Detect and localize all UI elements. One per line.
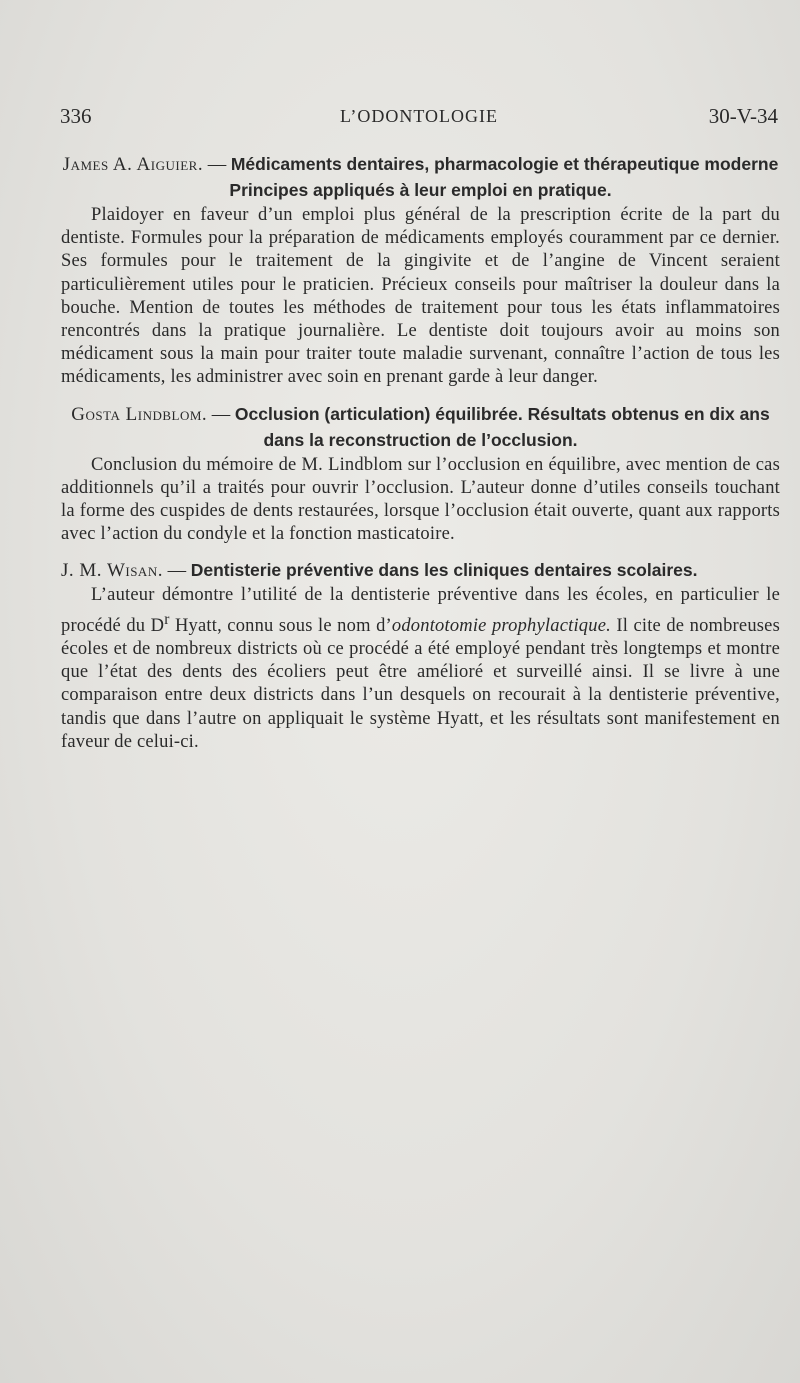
- superscript-r: r: [164, 610, 170, 628]
- entry-author: J. M. Wisan.: [61, 560, 163, 582]
- entry-heading: [61, 152, 780, 204]
- review-entry: [61, 558, 780, 754]
- issue-date: 30-V-34: [708, 104, 778, 128]
- entry-summary: [61, 584, 780, 754]
- entry-heading: [61, 402, 780, 454]
- journal-title: L’ODONTOLOGIE: [340, 106, 498, 126]
- running-head: [60, 104, 778, 134]
- entry-separator: —: [207, 404, 235, 425]
- summary-text: Il cite de nombreuses écoles et de nombreux districts où ce procédé a été employé pendant très longtemps et montre que l’état des dents des écoliers peut être amélioré et surveillé ainsi. Il se livre à une comparaison entre deux districts dans l’un desquels on recourait à la dentisterie préventive, tandis que dans l’autre on appliquait le système Hyatt, et les résultats sont manifestement en faveur de celui-ci.: [61, 615, 780, 752]
- entry-separator: —: [203, 155, 231, 175]
- entry-separator: —: [162, 561, 191, 582]
- entry-heading: [61, 558, 780, 584]
- review-entry: [61, 402, 780, 547]
- review-entry: [61, 152, 780, 390]
- entry-title: Occlusion (articulation) équilibrée. Résultats obtenus en dix ans dans la reconstruction de l’occlusion.: [234, 403, 770, 450]
- entry-summary: Plaidoyer en faveur d’un emploi plus général de la prescription écrite de la part du dentiste. Formules pour la préparation de médicaments employés couramment par ce dernier. Ses formules pour le traitement de la gingivite et de l’angine de Vincent seraient particulièrement utiles pour le praticien. Précieux conseils pour maîtriser la douleur dans la bouche. Mention de toutes les méthodes de traitement pour tous les états inflammatoires rencontrés dans la pratique journalière. Le dentiste doit toujours avoir au moins son médicament sous la main pour traiter toute maladie survenant, connaître l’action de tous les médicaments, les administrer avec soin en prenant garde à leur danger.: [61, 205, 780, 388]
- page-number: 336: [60, 104, 92, 128]
- italic-term: odontotomie prophylactique.: [391, 615, 611, 636]
- entry-author: James A. Aiguier.: [62, 154, 204, 175]
- entry-title: Dentisterie préventive dans les cliniques dentaires scolaires.: [190, 560, 698, 581]
- summary-text: Hyatt, connu sous le nom d’: [169, 615, 392, 636]
- summary-text: L’auteur démontre l’utilité de la dentisterie préventive dans les écoles, en particulier le procédé du D: [61, 585, 780, 636]
- article-column: [61, 152, 780, 766]
- entry-summary: Conclusion du mémoire de M. Lindblom sur l’occlusion en équilibre, avec mention de cas additionnels qu’il a traités pour ouvrir l’occlusion. L’auteur donne d’utiles conseils touchant la forme des cuspides de dents restaurées, lorsque l’occlusion était ouverte, quant aux rapports avec l’action du condyle et la fonction masticatoire.: [61, 454, 780, 545]
- entry-title: Médicaments dentaires, pharmacologie et thérapeutique moderne Principes appliqués à leur emploi en pratique.: [229, 154, 779, 200]
- entry-author: Gosta Lindblom.: [71, 403, 208, 425]
